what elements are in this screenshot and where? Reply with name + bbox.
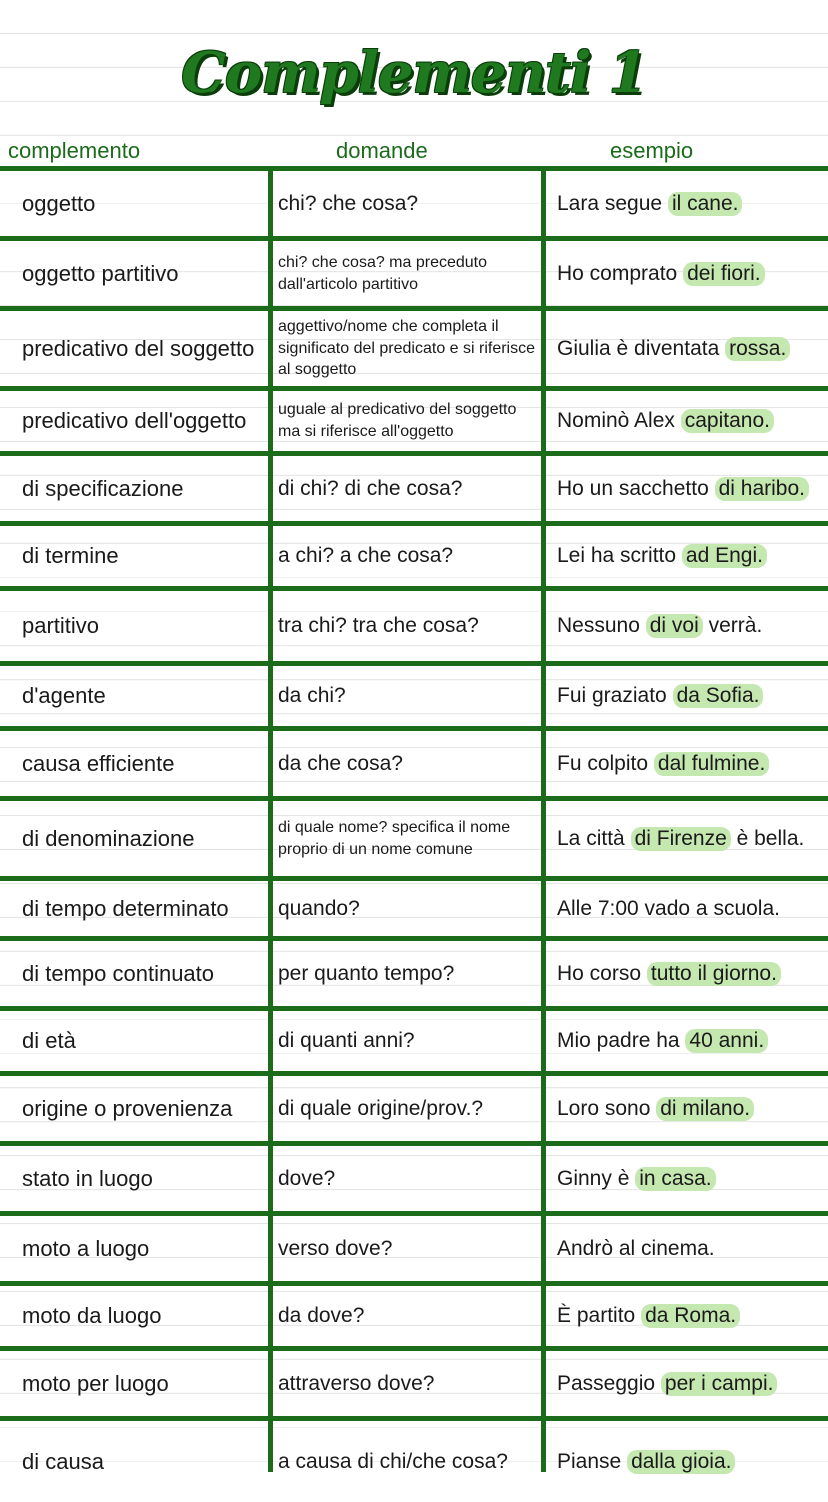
table-row [0, 311, 828, 386]
esempio-highlight: ad Engi. [682, 544, 767, 568]
esempio-highlight: di milano. [656, 1097, 754, 1121]
domanda-text: uguale al predicativo del soggetto ma si riferisce all'oggetto [278, 401, 517, 440]
esempio-text: Pianse [557, 1449, 622, 1473]
cell-esempio [557, 311, 828, 386]
cell-esempio [557, 1351, 828, 1416]
esempio-highlight: di voi [646, 614, 703, 638]
row-divider [0, 876, 828, 881]
row-divider [0, 306, 828, 311]
cell-domanda [278, 731, 542, 796]
table-row [0, 1216, 828, 1281]
row-divider [0, 1281, 828, 1286]
row-divider [0, 726, 828, 731]
table-row [0, 1351, 828, 1416]
esempio-text: Loro sono [557, 1096, 651, 1120]
cell-esempio [557, 941, 828, 1006]
table-row [0, 391, 828, 451]
cell-complemento: predicativo del soggetto [22, 335, 255, 361]
domanda-text: quando? [278, 896, 360, 920]
esempio-highlight: capitano. [681, 409, 774, 433]
cell-complemento: stato in luogo [22, 1165, 153, 1191]
cell-domanda [278, 391, 542, 451]
esempio-text-after: è bella. [736, 826, 805, 850]
cell-esempio [557, 456, 828, 521]
cell-domanda [278, 241, 542, 306]
domanda-text: di quanti anni? [278, 1029, 415, 1052]
cell-complemento: oggetto partitivo [22, 260, 179, 286]
esempio-highlight: in casa. [635, 1167, 715, 1191]
table-row [0, 591, 828, 661]
cell-complemento: di tempo determinato [22, 895, 229, 921]
esempio-text: Ho corso [557, 961, 642, 985]
cell-esempio [557, 801, 828, 876]
cell-complemento: di specificazione [22, 475, 184, 501]
esempio-text-after: verrà. [708, 614, 763, 637]
esempio-highlight: dal fulmine. [654, 752, 769, 776]
row-divider [0, 586, 828, 591]
table-row [0, 881, 828, 936]
domanda-text: attraverso dove? [278, 1371, 435, 1395]
domanda-text: aggettivo/nome che completa il significato del predicato e si riferisce al soggetto [278, 318, 536, 379]
esempio-text: Giulia è diventata [557, 336, 720, 360]
cell-domanda [278, 591, 542, 661]
row-divider [0, 451, 828, 456]
table-row [0, 1421, 828, 1502]
domanda-text: per quanto tempo? [278, 961, 455, 985]
cell-domanda [278, 171, 542, 236]
page-title: Complementi 1 [181, 40, 647, 106]
esempio-text: Nominò Alex [557, 409, 675, 432]
table-row [0, 731, 828, 796]
row-divider [0, 386, 828, 391]
esempio-highlight: il cane. [668, 192, 743, 216]
header-esempio: esempio [610, 138, 694, 163]
complementi-table [0, 166, 828, 1472]
esempio-text: Alle 7:00 vado a scuola. [557, 896, 780, 920]
esempio-text: Lei ha scritto [557, 544, 677, 567]
domanda-text: da chi? [278, 684, 346, 707]
table-row [0, 941, 828, 1006]
table-row [0, 171, 828, 236]
cell-complemento: origine o provenienza [22, 1095, 233, 1121]
cell-complemento: d'agente [22, 683, 106, 708]
table-row [0, 1286, 828, 1346]
table-row [0, 801, 828, 876]
domanda-text: di chi? di che cosa? [278, 476, 463, 500]
row-divider [0, 521, 828, 526]
row-divider [0, 1071, 828, 1076]
cell-domanda [278, 1076, 542, 1141]
cell-domanda [278, 526, 542, 586]
cell-domanda [278, 1216, 542, 1281]
table-row [0, 526, 828, 586]
table-row [0, 1146, 828, 1211]
esempio-highlight: 40 anni. [685, 1029, 768, 1053]
row-divider [0, 1346, 828, 1351]
cell-complemento: causa efficiente [22, 750, 175, 776]
esempio-text: È partito [557, 1304, 636, 1327]
column-divider [268, 166, 273, 1472]
row-divider [0, 1211, 828, 1216]
domanda-text: da che cosa? [278, 751, 403, 775]
esempio-text: Lara segue [557, 191, 663, 215]
row-divider [0, 936, 828, 941]
esempio-highlight: di Firenze [631, 827, 731, 851]
cell-esempio [557, 731, 828, 796]
esempio-text: Ho comprato [557, 261, 678, 285]
cell-complemento: di denominazione [22, 825, 195, 851]
esempio-text: La città [557, 826, 625, 850]
row-divider [0, 236, 828, 241]
cell-domanda [278, 881, 542, 936]
cell-domanda [278, 456, 542, 521]
domanda-text: verso dove? [278, 1236, 393, 1260]
cell-esempio [557, 241, 828, 306]
esempio-text: Passeggio [557, 1371, 656, 1395]
cell-esempio [557, 391, 828, 451]
header-complemento: complemento [8, 138, 141, 163]
esempio-text: Ginny è [557, 1166, 630, 1190]
esempio-text: Ho un sacchetto [557, 476, 709, 500]
domanda-text: chi? che cosa? ma preceduto dall'articolo partitivo [278, 253, 488, 293]
row-divider [0, 661, 828, 666]
esempio-text: Fui graziato [557, 684, 667, 707]
table-row [0, 1011, 828, 1071]
esempio-highlight: da Sofia. [673, 684, 764, 708]
domanda-text: di quale origine/prov.? [278, 1096, 484, 1120]
cell-esempio [557, 526, 828, 586]
cell-complemento: moto a luogo [22, 1235, 150, 1261]
cell-esempio [557, 1146, 828, 1211]
cell-domanda [278, 1286, 542, 1346]
esempio-highlight: dalla gioia. [627, 1450, 735, 1474]
cell-esempio [557, 1286, 828, 1346]
table-row [0, 1076, 828, 1141]
row-divider [0, 1416, 828, 1421]
column-divider [541, 166, 546, 1472]
cell-domanda [278, 941, 542, 1006]
cell-domanda [278, 1146, 542, 1211]
table-row [0, 666, 828, 726]
domanda-text: tra chi? tra che cosa? [278, 614, 479, 637]
esempio-text: Andrò al cinema. [557, 1236, 715, 1260]
cell-esempio [557, 1421, 828, 1502]
esempio-text: Mio padre ha [557, 1029, 680, 1052]
domanda-text: a chi? a che cosa? [278, 544, 454, 567]
cell-esempio [557, 1076, 828, 1141]
cell-complemento: oggetto [22, 190, 96, 216]
esempio-highlight: dei fiori. [683, 262, 765, 286]
header-domande: domande [336, 138, 428, 163]
cell-esempio [557, 881, 828, 936]
table-row [0, 456, 828, 521]
esempio-highlight: per i campi. [661, 1372, 778, 1396]
cell-complemento: di causa [22, 1448, 104, 1474]
cell-complemento: di età [22, 1028, 76, 1053]
esempio-text: Fu colpito [557, 751, 649, 775]
domanda-text: chi? che cosa? [278, 191, 419, 215]
cell-complemento: partitivo [22, 613, 100, 638]
esempio-highlight: da Roma. [641, 1304, 740, 1328]
cell-complemento: di tempo continuato [22, 960, 215, 986]
domanda-text: da dove? [278, 1304, 365, 1327]
cell-esempio [557, 1216, 828, 1281]
row-divider [0, 1141, 828, 1146]
row-divider [0, 166, 828, 171]
domanda-text: a causa di chi/che cosa? [278, 1449, 508, 1473]
cell-domanda [278, 666, 542, 726]
cell-complemento: moto per luogo [22, 1370, 169, 1396]
esempio-highlight: tutto il giorno. [647, 962, 781, 986]
esempio-highlight: di haribo. [715, 477, 809, 501]
title-area [0, 40, 828, 106]
cell-complemento: moto da luogo [22, 1303, 162, 1328]
cell-esempio [557, 1011, 828, 1071]
cell-domanda [278, 1011, 542, 1071]
cell-complemento: di termine [22, 543, 119, 568]
table-row [0, 241, 828, 306]
cell-complemento: predicativo dell'oggetto [22, 408, 247, 433]
row-divider [0, 1006, 828, 1011]
cell-esempio [557, 171, 828, 236]
cell-domanda [278, 1351, 542, 1416]
cell-esempio [557, 591, 828, 661]
domanda-text: dove? [278, 1166, 336, 1190]
cell-esempio [557, 666, 828, 726]
domanda-text: di quale nome? specifica il nome proprio di un nome comune [278, 818, 511, 858]
cell-domanda [278, 311, 542, 386]
esempio-text: Nessuno [557, 614, 640, 637]
cell-domanda [278, 801, 542, 876]
esempio-highlight: rossa. [725, 337, 790, 361]
cell-domanda [278, 1421, 542, 1502]
column-headers [0, 136, 828, 166]
row-divider [0, 796, 828, 801]
